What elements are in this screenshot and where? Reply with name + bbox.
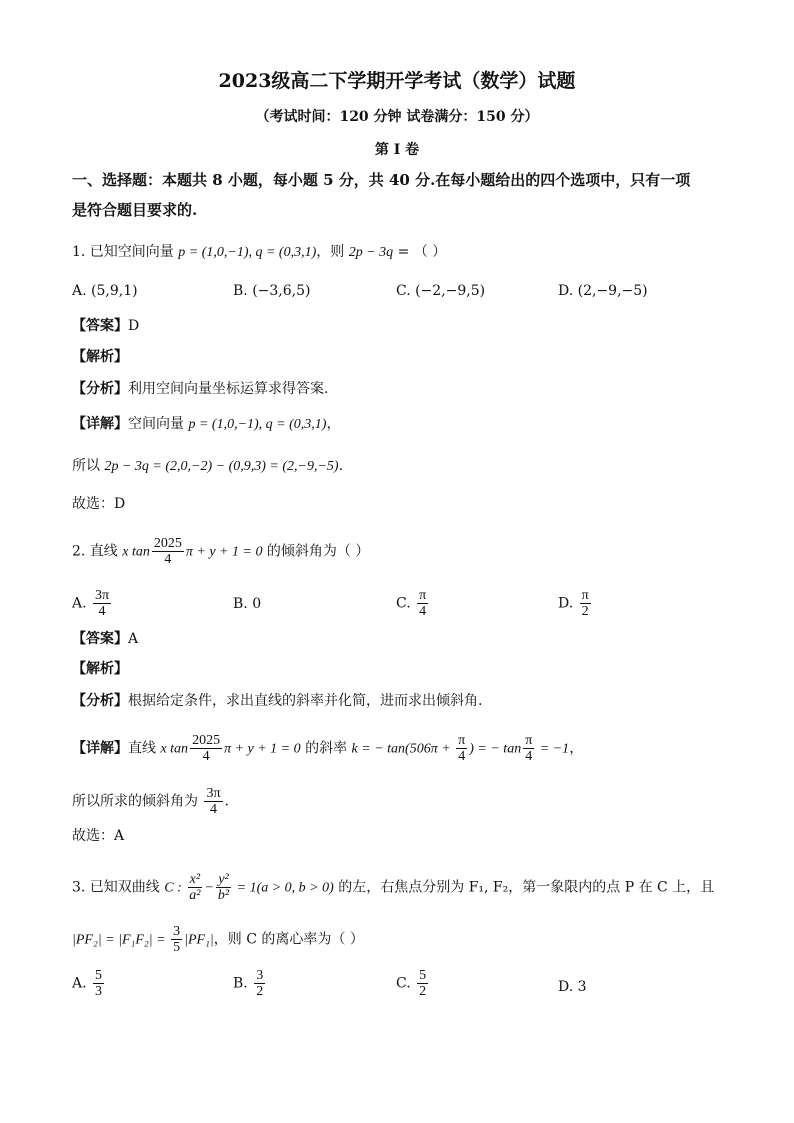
q2-fenxi-text: 根据给定条件，求出直线的斜率并化简，进而求出倾斜角.	[128, 693, 483, 709]
q2-detail-text: 直线	[128, 740, 161, 757]
q3-a-label: A.	[72, 975, 87, 992]
q1-option-c: C. (−2,−9,5)	[396, 283, 486, 299]
q2-detail-frac3-num: π	[525, 733, 533, 748]
q2-d-label: D.	[558, 595, 574, 612]
q2-detail-frac-den: 4	[202, 749, 210, 764]
q2-choice: 故选：A	[72, 828, 125, 844]
q3-a-frac	[93, 968, 104, 999]
q3-c-frac	[417, 968, 428, 999]
q3-y2: y²	[218, 872, 229, 887]
q3-b2: b²	[217, 888, 230, 903]
q2-option-c	[396, 588, 430, 619]
q2-d-den: 2	[581, 604, 589, 619]
q2-detail-frac2	[456, 733, 467, 764]
q2-answer-tag: 【答案】	[72, 631, 128, 647]
q2-a-den: 4	[98, 604, 106, 619]
q1-answer-value: D	[128, 318, 140, 334]
q1-detail2-end: .	[338, 458, 344, 474]
q2-result	[72, 786, 722, 817]
q1-stem-mid: ，则	[316, 244, 349, 260]
q2-c-den: 4	[419, 604, 427, 619]
q2-frac-num: 2025	[153, 536, 182, 551]
q3-line2-suffix: ，则 C 的离心率为（ ）	[213, 931, 364, 948]
q3-frac-x	[187, 872, 202, 903]
q1-option-b: B. (−3,6,5)	[233, 283, 311, 299]
q3-b-label: B.	[233, 975, 248, 992]
q3-line2-num: 3	[173, 924, 181, 939]
q3-stem-prefix: 3. 已知双曲线	[72, 879, 165, 896]
q3-line2-frac	[171, 924, 182, 955]
q2-a-num: 3π	[95, 588, 110, 603]
q3-option-c	[396, 968, 430, 999]
q1-answer-tag: 【答案】	[72, 318, 128, 334]
q3-option-d: D. 3	[558, 979, 587, 995]
q1-detail1-text: 空间向量	[128, 416, 189, 432]
q2-fraction	[152, 536, 184, 567]
q1-vectors: p = (1,0,−1), q = (0,3,1)	[178, 245, 317, 260]
page-title: 2023级高二下学期开学考试（数学）试题	[218, 70, 576, 92]
q3-line2-math2: |PF₁|	[184, 932, 214, 948]
q1-option-a: A. (5,9,1)	[72, 283, 138, 299]
question-1-stem	[72, 242, 722, 263]
q2-answer	[72, 629, 722, 649]
q2-result-text: 所以所求的倾斜角为	[72, 793, 203, 810]
q2-detail-tag: 【详解】	[72, 740, 128, 757]
question-3-stem: 3. 已知双曲线 C : $\frac{\text{x²}}{\text{a²}}$ − $\frac{\text{y²}}{\text{b²}}$ = 1(a > 0, b > 0) 的左，右焦点分别为 F₁, F₂，第一象限内的点 P 在 C 上，且	[72, 872, 715, 903]
q1-detail-2	[72, 456, 722, 477]
q3-c-den: 2	[419, 984, 427, 999]
section-heading-line2: 是符合题目要求的.	[72, 201, 198, 219]
q2-detail-frac	[190, 733, 222, 764]
q2-detail-math-pre: x tan	[160, 741, 189, 757]
q1-stem-suffix: = （ ）	[393, 244, 447, 260]
q2-option-d	[558, 588, 593, 619]
q3-b-den: 2	[256, 984, 264, 999]
q2-math-post: π + y + 1 = 0	[185, 544, 263, 560]
q2-detail-math2: k = − tan(506π +	[351, 741, 455, 757]
q1-fenxi	[72, 379, 722, 399]
q2-detail-end: ，	[569, 740, 584, 757]
q2-answer-value: A	[128, 631, 139, 647]
exam-info: （考试时间：120 分钟 试卷满分：150 分）	[255, 109, 539, 125]
q2-detail-frac2-num: π	[458, 733, 466, 748]
q1-stem-prefix: 1. 已知空间向量	[72, 244, 179, 260]
q3-line2-den: 5	[173, 940, 181, 955]
q3-c-label: C.	[396, 975, 411, 992]
q2-result-end: .	[224, 793, 229, 810]
q3-line2-math1: |PF₂| = |F₁F₂| =	[72, 932, 170, 948]
q3-a2: a²	[189, 888, 201, 903]
q3-x2: x²	[189, 872, 201, 887]
q2-detail-frac3-den: 4	[525, 749, 533, 764]
q1-detail2-math: 2p − 3q = (2,0,−2) − (0,9,3) = (2,−9,−5)	[104, 459, 339, 474]
q3-b-frac	[254, 968, 265, 999]
q2-c-frac	[417, 588, 428, 619]
q2-result-frac	[204, 786, 222, 817]
q2-stem-prefix: 2. 直线	[72, 543, 123, 560]
volume-label: 第 I 卷	[374, 142, 420, 158]
q1-detail2-text: 所以	[72, 458, 105, 474]
q1-expression: 2p − 3q	[348, 245, 394, 260]
q2-fenxi-tag: 【分析】	[72, 693, 128, 709]
q1-fenxi-tag: 【分析】	[72, 381, 128, 397]
q2-c-label: C.	[396, 595, 411, 612]
q2-option-a	[72, 588, 113, 619]
q3-a-num: 5	[95, 968, 103, 983]
q2-math-pre: x tan	[122, 544, 150, 560]
q2-d-frac	[580, 588, 591, 619]
q3-curve-label: C :	[164, 880, 186, 896]
q2-detail-math4: = −1	[536, 741, 570, 757]
q2-detail	[72, 733, 722, 764]
q1-analysis-tag: 【解析】	[72, 349, 128, 365]
q2-analysis-tag: 【解析】	[72, 661, 128, 677]
q3-c-num: 5	[419, 968, 427, 983]
q2-a-label: A.	[72, 595, 87, 612]
q2-result-den: 4	[209, 802, 217, 817]
q2-stem-suffix: 的倾斜角为（ ）	[262, 543, 370, 560]
q1-detail1-math: p = (1,0,−1), q = (0,3,1)	[188, 417, 327, 432]
q1-detail1-end: ，	[326, 416, 341, 432]
q2-fenxi	[72, 691, 722, 711]
q2-frac-den: 4	[164, 552, 172, 567]
q3-option-a	[72, 968, 106, 999]
q1-detail-tag: 【详解】	[72, 416, 128, 432]
q3-b-num: 3	[256, 968, 264, 983]
q2-detail-text2: 的斜率	[300, 740, 352, 757]
q2-c-num: π	[419, 588, 427, 603]
q2-detail-frac-num: 2025	[192, 733, 221, 748]
q2-option-b: B. 0	[233, 596, 262, 612]
q2-detail-math3: ) = − tan	[469, 741, 522, 757]
q2-d-num: π	[581, 588, 589, 603]
q2-result-num: 3π	[206, 786, 221, 801]
q1-option-d: D. (2,−9,−5)	[558, 283, 648, 299]
q1-answer	[72, 316, 722, 336]
q1-choice: 故选：D	[72, 496, 126, 512]
q3-eq: = 1(a > 0, b > 0)	[233, 880, 334, 896]
q2-detail-math-mid: π + y + 1 = 0	[224, 741, 301, 757]
section-heading-line1: 一、选择题：本题共 8 小题，每小题 5 分，共 40 分.在每小题给出的四个选项中，只有一项	[72, 171, 691, 189]
q2-detail-frac2-den: 4	[458, 749, 466, 764]
q1-detail-1	[72, 414, 722, 435]
q3-frac-y	[216, 872, 231, 903]
q3-stem-suffix: 的左，右焦点分别为 F₁, F₂，第一象限内的点 P 在 C 上，且	[333, 879, 715, 896]
question-2-stem	[72, 536, 722, 567]
question-3-stem-line2	[72, 924, 722, 955]
q1-fenxi-text: 利用空间向量坐标运算求得答案.	[128, 381, 329, 397]
q2-a-frac	[93, 588, 111, 619]
q3-option-b	[233, 968, 267, 999]
q3-a-den: 3	[95, 984, 103, 999]
q2-detail-frac3	[523, 733, 534, 764]
